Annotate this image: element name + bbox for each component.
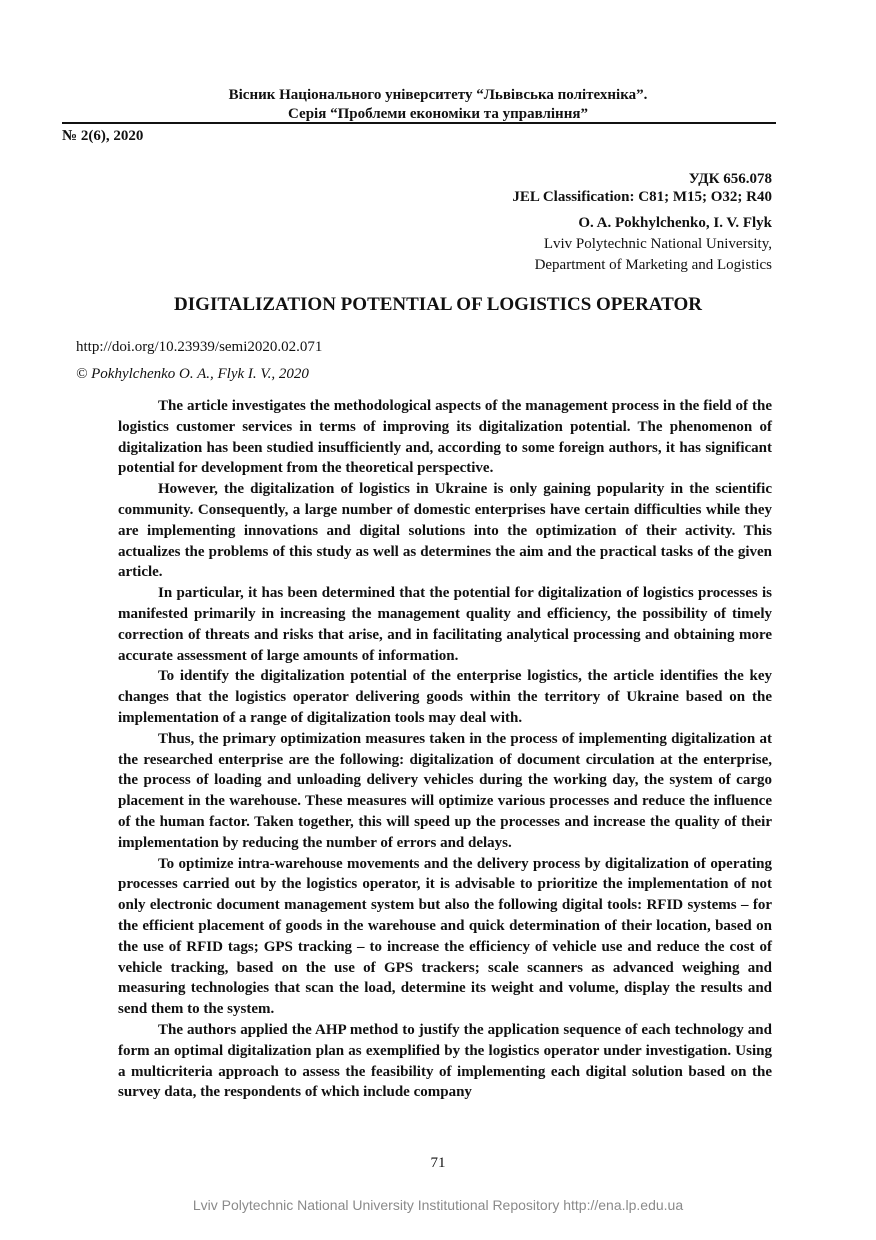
paragraph: Thus, the primary optimization measures taken in the process of implementing digitalization at the researched enterprise are the following: digitalization of document circulation at the enterprise, the process of loading and unloading delivery vehicles during the working day, the system of cargo placement in the warehouse. These measures will optimize various processes and reduce the influence of the human factor. Taken together, this will speed up the processes and increase the quality of their implementation by reducing the number of errors and delays. xyxy=(118,730,772,851)
affiliation-department: Department of Marketing and Logistics xyxy=(534,257,772,273)
doi-link[interactable]: http://doi.org/10.23939/semi2020.02.071 xyxy=(76,339,323,355)
journal-header xyxy=(0,86,876,124)
udc-code: УДК 656.078 xyxy=(688,171,772,187)
abstract xyxy=(118,396,772,1103)
classification xyxy=(512,170,772,206)
affiliation-university: Lviv Polytechnic National University, xyxy=(543,236,772,252)
journal-title: Вісник Національного університету “Львівська політехніка”. xyxy=(228,87,648,103)
issue-number: № 2(6), 2020 xyxy=(62,128,144,144)
author-block xyxy=(535,213,772,276)
repository-footer: Lviv Polytechnic National University Institutional Repository http://ena.lp.edu.ua xyxy=(192,1197,684,1213)
paragraph: In particular, it has been determined that the potential for digitalization of logistics processes is manifested primarily in increasing the management quality and efficiency, the possibility of timely correction of threats and risks that arise, and in facilitating analytical processing and obtaining more accurate assessment of large amounts of information. xyxy=(118,585,772,664)
header-rule xyxy=(62,122,776,124)
authors: O. A. Pokhylchenko, I. V. Flyk xyxy=(578,215,772,231)
jel-classification: JEL Classification: C81; M15; O32; R40 xyxy=(512,189,772,205)
paragraph: The authors applied the AHP method to justify the application sequence of each technology and form an optimal digitalization plan as exemplified by the logistics operator under investigation. Using a multicriteria approach to assess the feasibility of implementing each digital solution based on the survey data, the respondents of which include company xyxy=(118,1021,772,1101)
article-title: DIGITALIZATION POTENTIAL OF LOGISTICS OPERATOR xyxy=(174,294,702,315)
page-number: 71 xyxy=(430,1155,446,1171)
paragraph: To identify the digitalization potential of the enterprise logistics, the article identifies the key changes that the logistics operator delivering goods within the territory of Ukraine based on the implementation of a range of digitalization tools may deal with. xyxy=(118,668,772,726)
paragraph: To optimize intra-warehouse movements and the delivery process by digitalization of operating processes carried out by the logistics operator, it is advisable to prioritize the implementation of not only electronic document management system but also the following digital tools: RFID systems – for the efficient placement of goods in the warehouse and quick determination of their location, based on the use of RFID tags; GPS tracking – to increase the efficiency of vehicle use and reduce the cost of vehicle tracking, based on the use of GPS trackers; scale scanners as advanced weighing and measuring technologies that scan the load, determine its weight and volume, display the results and send them to the system. xyxy=(118,855,772,1018)
paragraph: However, the digitalization of logistics in Ukraine is only gaining popularity in the scientific community. Consequently, a large number of domestic enterprises have certain difficulties while they are implementing innovations and digital solutions into the optimization of their activity. This actualizes the problems of this study as well as determines the aim and the practical tasks of the given article. xyxy=(118,481,772,581)
journal-series: Серія “Проблеми економіки та управління” xyxy=(288,106,588,122)
copyright: © Pokhylchenko O. A., Flyk I. V., 2020 xyxy=(76,366,309,382)
paragraph: The article investigates the methodological aspects of the management process in the field of the logistics customer services in terms of improving its digitalization potential. The phenomenon of digitalization has been studied insufficiently and, according to some foreign authors, it has significant potential for development from the theoretical perspective. xyxy=(118,398,772,477)
